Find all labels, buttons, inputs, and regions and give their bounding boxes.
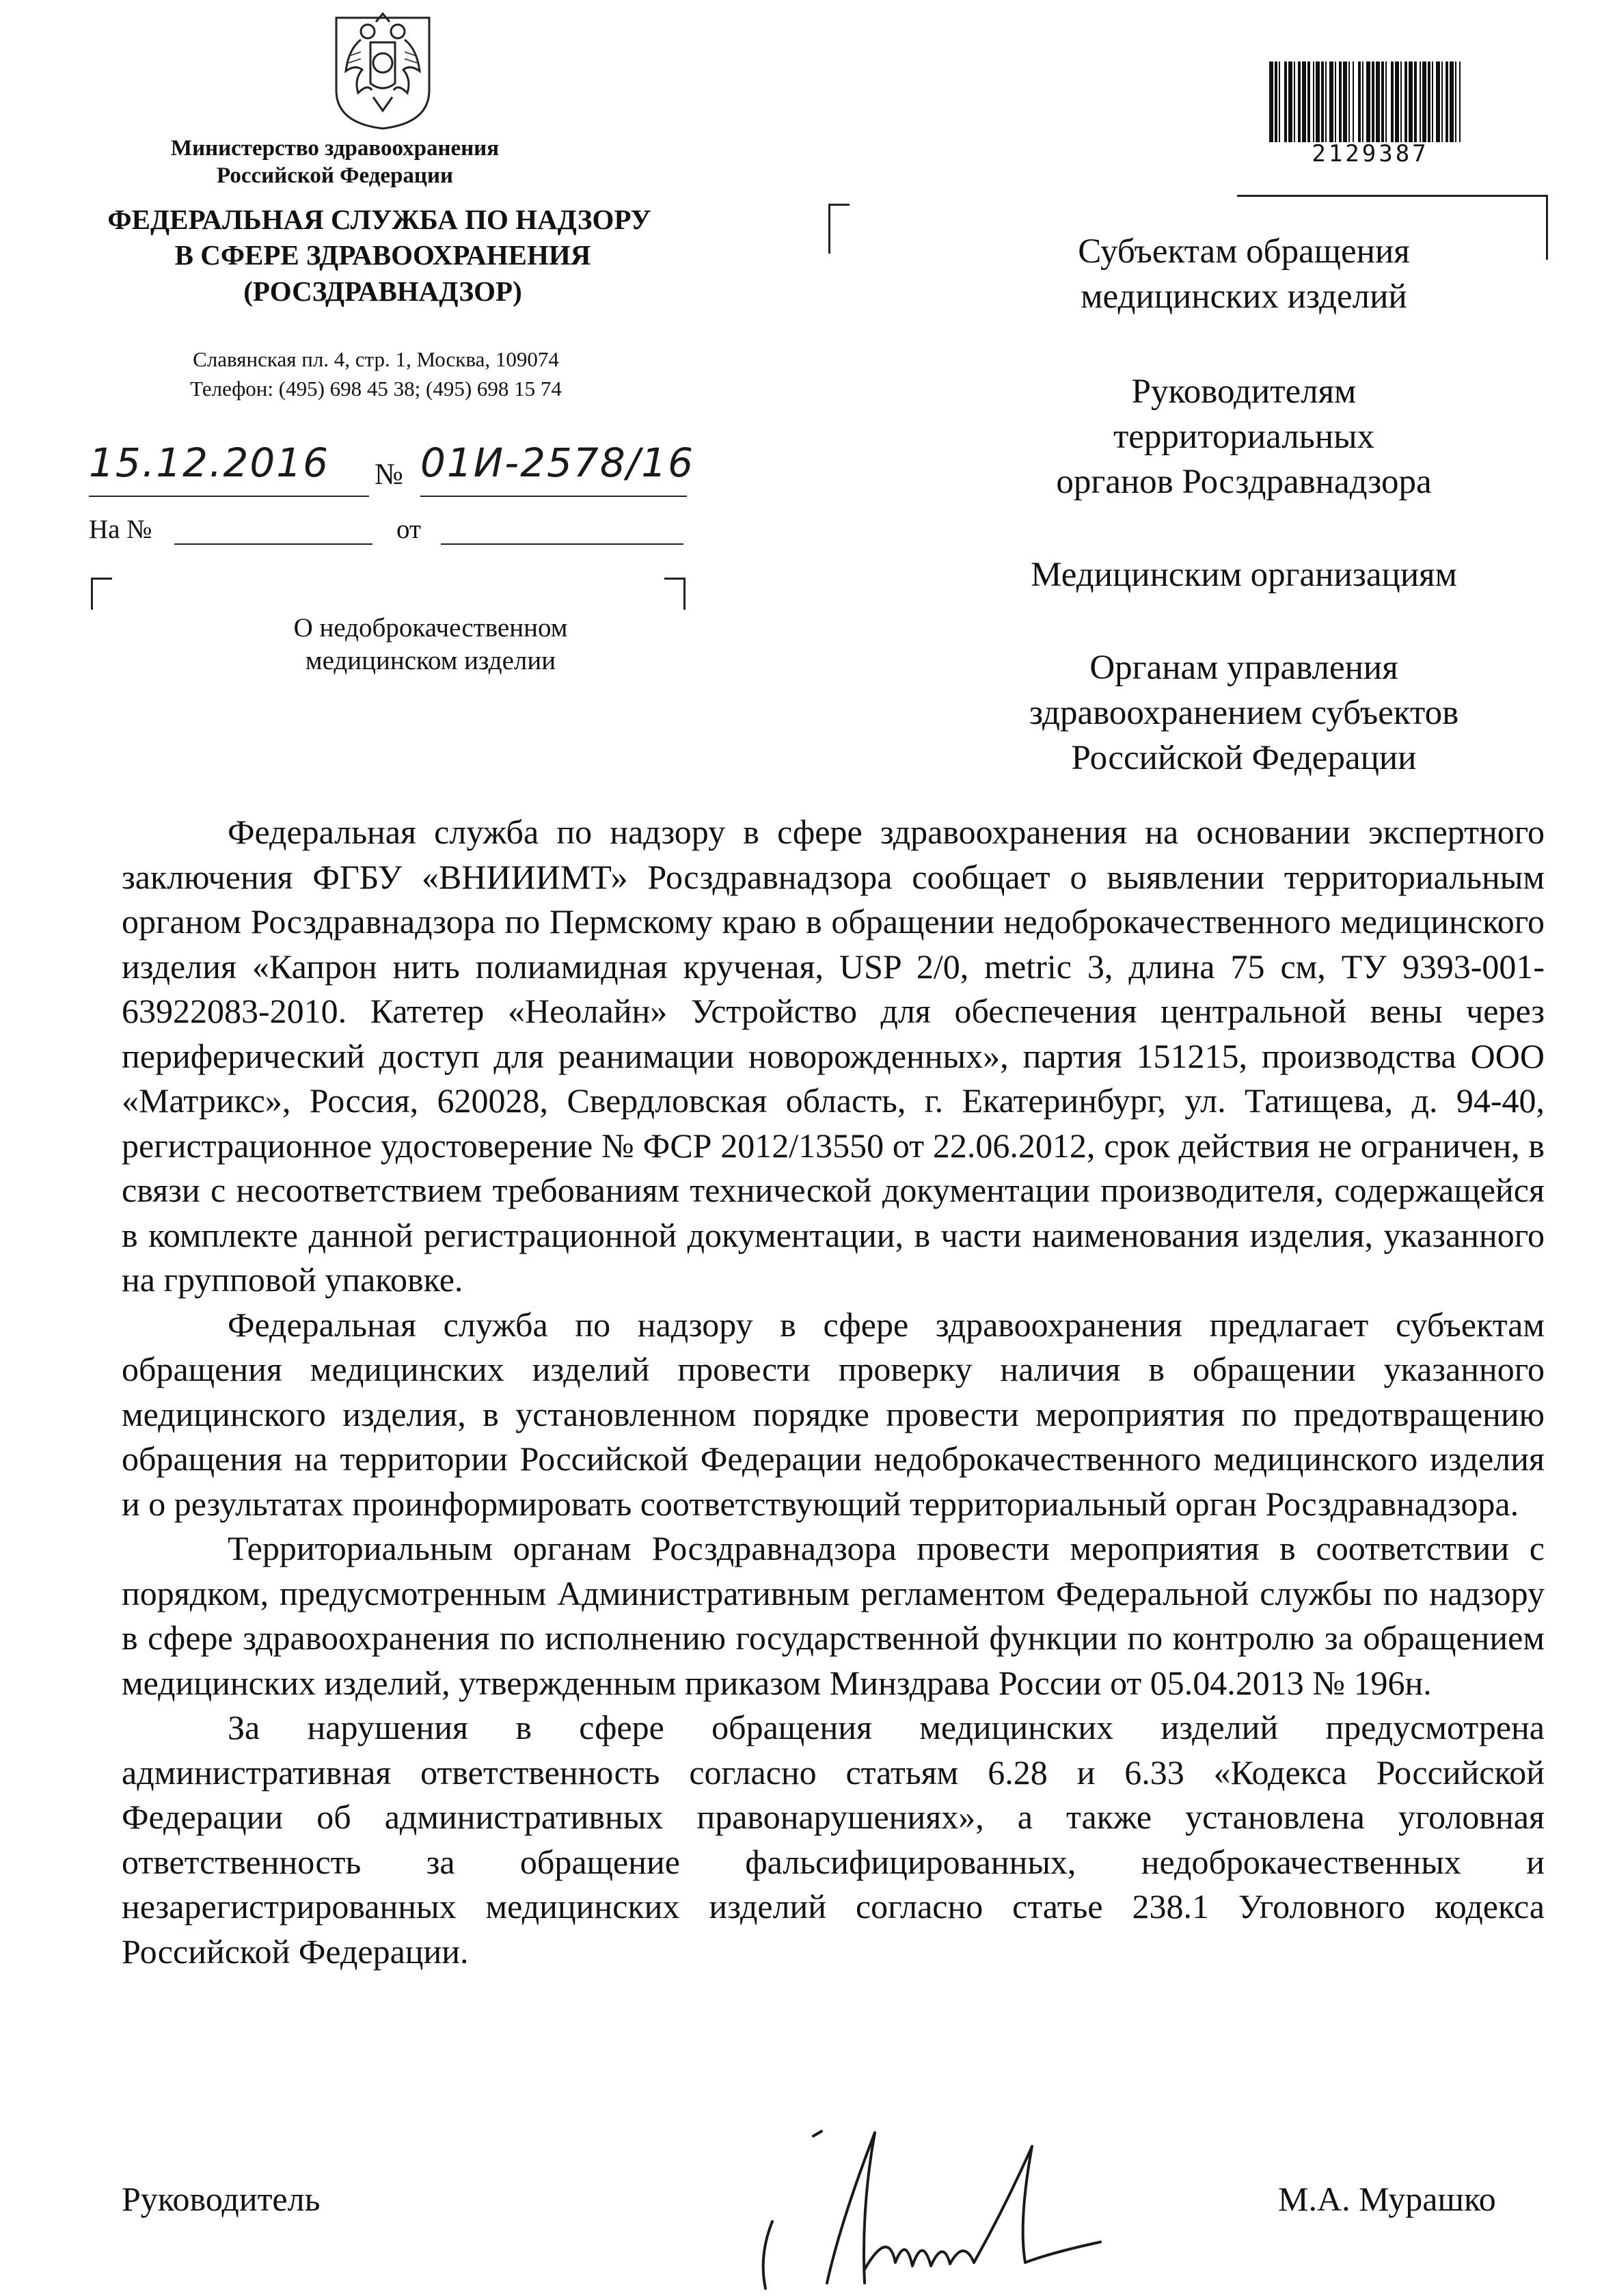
barcode-bar xyxy=(1428,62,1430,142)
ministry-line1: Министерство здравоохранения xyxy=(170,136,500,161)
barcode-bar xyxy=(1362,62,1363,142)
paragraph-3: Территориальным органам Росздравнадзора провести мероприятия в соответствии с порядком, предусмотренным Административным регламентом Федеральной службы по надзору в сфере здравоохранения по исполнению государственной функции по контролю за обращением медицинских изделий, утвержденным приказом Минздрава России от 05.04.2013 № 196н. xyxy=(122,1529,1545,1702)
recipient-3-line1: Медицинским организациям xyxy=(1031,556,1457,594)
date-field xyxy=(89,440,376,486)
ministry-line2: Российской Федерации xyxy=(217,163,453,188)
letter-body xyxy=(122,810,1545,1974)
signature-icon xyxy=(745,2105,1128,2290)
recipients-corner-left xyxy=(828,204,850,254)
barcode-bar xyxy=(1307,62,1310,142)
address: Славянская пл. 4, стр. 1, Москва, 109074 xyxy=(193,347,559,371)
signer-position: Руководитель xyxy=(122,2180,321,2218)
recipient-1-line1: Субъектам обращения xyxy=(1078,232,1410,271)
service-line1: ФЕДЕРАЛЬНАЯ СЛУЖБА ПО НАДЗОРУ xyxy=(107,204,651,235)
recipient-4-line2: здравоохранением субъектов xyxy=(1029,694,1459,732)
date-underline xyxy=(89,496,369,497)
barcode-bar xyxy=(1366,62,1370,142)
barcode-bar xyxy=(1313,62,1314,142)
paragraph-1: Федеральная служба по надзору в сфере здравоохранения на основании экспертного заключения ФГБУ «ВНИИИМТ» Росздравнадзора сообщает о выявлении территориальным органом Росздравнадзора по Пермскому краю в обращении недоброкачественного медицинского изделия «Капрон нить полиамидная крученая, USP 2/0, metric 3, длина 75 см, ТУ 9393-001-63922083-2010. Катетер «Неолайн» Устройство для обеспечения центральной вены через периферический доступ для реанимации новорожденных», партия 151215, производства ООО «Матрикс», Россия, 620028, Свердловская область, г. Екатеринбург, ул. Татищева, д. 94-40, регистрационное удостоверение № ФСР 2012/13550 от 22.06.2012, срок действия не ограничен, в связи с несоответствием требованиям технической документации производителя, содержащейся в комплекте данной регистрационной документации, в части наименования изделия, указанного на групповой упаковке. xyxy=(122,813,1545,1299)
reply-from-label: от xyxy=(396,515,422,544)
barcode-bar xyxy=(1329,62,1333,142)
phone: Телефон: (495) 698 45 38; (495) 698 15 74 xyxy=(190,377,562,401)
barcode-bar xyxy=(1391,62,1394,142)
document-number: 01И-2578/16 xyxy=(420,440,695,486)
barcode-bar xyxy=(1325,62,1327,142)
barcode-bar xyxy=(1381,62,1384,142)
coat-of-arms-icon xyxy=(328,8,437,131)
recipient-4-line1: Органам управления xyxy=(1089,649,1398,687)
barcode-bar xyxy=(1376,62,1380,142)
barcode-bar xyxy=(1420,62,1421,142)
subject-line1: О недоброкачественном xyxy=(293,613,568,643)
paragraph-2: Федеральная служба по надзору в сфере здравоохранения предлагает субъектам обращения медицинских изделий провести проверку наличия в обращении указанного медицинского изделия, в установленном порядке провести мероприятия по предотвращению обращения на территории Российской Федерации недоброкачественного медицинского изделия и о результатах проинформировать соответствующий территориальный орган Росздравнадзора. xyxy=(122,1305,1545,1523)
barcode-bar xyxy=(1269,62,1273,142)
number-symbol: № xyxy=(375,457,403,491)
subject-corner-right xyxy=(664,578,686,610)
reply-date-line xyxy=(441,543,683,545)
subject-line2: медицинском изделии xyxy=(305,646,556,675)
barcode-bar xyxy=(1275,62,1277,142)
barcode-bar xyxy=(1353,62,1354,142)
recipient-2-line3: органов Росздравнадзора xyxy=(1056,463,1432,501)
signer-name: М.А. Мурашко xyxy=(1278,2180,1496,2218)
barcode-bar xyxy=(1343,62,1347,142)
barcode-bar xyxy=(1436,62,1440,142)
barcode-bar xyxy=(1441,62,1443,142)
barcode-bar xyxy=(1459,62,1461,142)
barcode-bar xyxy=(1385,62,1387,142)
barcode-bar xyxy=(1358,62,1361,142)
barcode-bar xyxy=(1302,62,1306,142)
barcode-bar xyxy=(1432,62,1433,142)
subject-corner-left xyxy=(91,578,112,610)
barcode-bar xyxy=(1414,62,1417,142)
barcode-bar xyxy=(1409,62,1413,142)
barcode-bar xyxy=(1450,62,1454,142)
reply-number-line xyxy=(174,543,372,545)
barcode-bar xyxy=(1422,62,1426,142)
recipient-4-line3: Российской Федерации xyxy=(1071,739,1417,777)
barcode-bar xyxy=(1348,62,1350,142)
barcode-bar xyxy=(1455,62,1456,142)
barcode-bar xyxy=(1339,62,1342,142)
number-underline xyxy=(420,496,687,497)
barcode-bar xyxy=(1372,62,1374,142)
barcode-bar xyxy=(1288,62,1292,142)
recipients-top-line xyxy=(1237,195,1548,197)
barcode-icon xyxy=(1268,62,1466,144)
paragraph-4: За нарушения в сфере обращения медицинских изделий предусмотрена административная ответственность согласно статьям 6.28 и 6.33 «Кодекса Российской Федерации об административных правонарушениях», а также установлена уголовная ответственность за обращение фальсифицированных, недоброкачественных и незарегистрированных медицинских изделий согласно статье 238.1 Уголовного кодекса Российской Федерации. xyxy=(122,1708,1545,1971)
barcode-bar xyxy=(1446,62,1448,142)
barcode-bar xyxy=(1321,62,1324,142)
barcode-bar xyxy=(1395,62,1399,142)
reply-label: На № xyxy=(89,515,152,544)
recipient-1-line2: медицинских изделий xyxy=(1081,278,1407,316)
barcode-number: 2129387 xyxy=(1312,140,1429,167)
barcode-bar xyxy=(1294,62,1295,142)
barcode-bar xyxy=(1279,62,1280,142)
barcode-bar xyxy=(1400,62,1402,142)
barcode-bar xyxy=(1284,62,1287,142)
number-field xyxy=(420,440,776,486)
document-date: 15.12.2016 xyxy=(89,440,330,486)
barcode-bar xyxy=(1316,62,1320,142)
service-line2: В СФЕРЕ ЗДРАВООХРАНЕНИЯ xyxy=(174,239,591,271)
barcode-bar xyxy=(1404,62,1407,142)
service-line3: (РОСЗДРАВНАДЗОР) xyxy=(243,275,522,307)
barcode-bar xyxy=(1298,62,1301,142)
recipient-2-line2: территориальных xyxy=(1113,418,1374,456)
recipient-2-line1: Руководителям xyxy=(1131,373,1357,411)
barcode-bar xyxy=(1335,62,1336,142)
